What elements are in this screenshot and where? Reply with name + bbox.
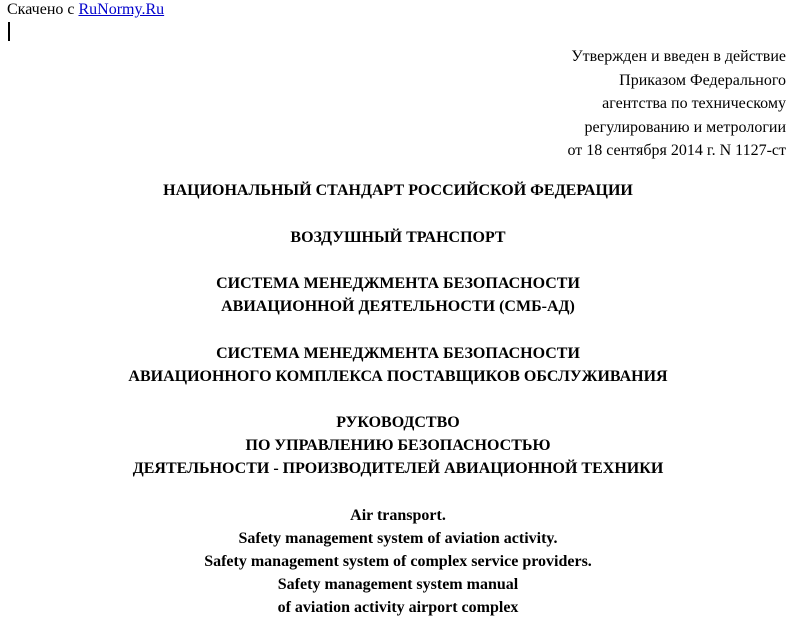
standard-title: [0, 179, 790, 202]
title-line: СИСТЕМА МЕНЕДЖМЕНТА БЕЗОПАСНОСТИ: [216, 275, 580, 292]
title-line: АВИАЦИОННОЙ ДЕЯТЕЛЬНОСТИ (СМБ-АД): [221, 298, 575, 315]
source-link[interactable]: RuNormy.Ru: [78, 1, 165, 18]
approval-line: Утвержден и введен в действие: [571, 48, 786, 65]
title-line: Safety management system of aviation activity.: [238, 529, 558, 547]
approval-block: [567, 45, 786, 163]
title-line: АВИАЦИОННОГО КОМПЛЕКСА ПОСТАВЩИКОВ ОБСЛУЖИВАНИЯ: [128, 367, 668, 385]
source-prefix: Скачено с: [7, 1, 75, 18]
title-line: ПО УПРАВЛЕНИЮ БЕЗОПАСНОСТЬЮ: [245, 437, 551, 454]
title-line: of aviation activity airport complex: [277, 598, 519, 616]
text-cursor: [8, 22, 10, 41]
source-line: [7, 0, 164, 20]
title-line: НАЦИОНАЛЬНЫЙ СТАНДАРТ РОССИЙСКОЙ ФЕДЕРАЦИИ: [163, 182, 633, 199]
approval-line: от 18 сентября 2014 г. N 1127-ст: [567, 142, 786, 159]
title-line: Safety management system of complex service providers.: [204, 552, 592, 570]
english-title: [0, 504, 790, 619]
title-line: СИСТЕМА МЕНЕДЖМЕНТА БЕЗОПАСНОСТИ: [216, 344, 580, 362]
title-line: ДЕЯТЕЛЬНОСТИ - ПРОИЗВОДИТЕЛЕЙ АВИАЦИОННОЙ ТЕХНИКИ: [132, 460, 664, 477]
approval-line: агентства по техническому: [602, 95, 786, 112]
guide-title: [0, 411, 790, 480]
title-line: РУКОВОДСТВО: [336, 414, 460, 431]
smb-title: [0, 272, 790, 318]
approval-line: регулированию и метрологии: [584, 118, 786, 136]
approval-line: Приказом Федерального: [619, 71, 786, 89]
document-titles: [0, 179, 790, 619]
providers-title: [0, 342, 790, 388]
transport-title: [0, 226, 790, 249]
title-line: Air transport.: [350, 506, 446, 524]
title-line: ВОЗДУШНЫЙ ТРАНСПОРТ: [290, 228, 506, 246]
title-line: Safety management system manual: [277, 575, 519, 593]
